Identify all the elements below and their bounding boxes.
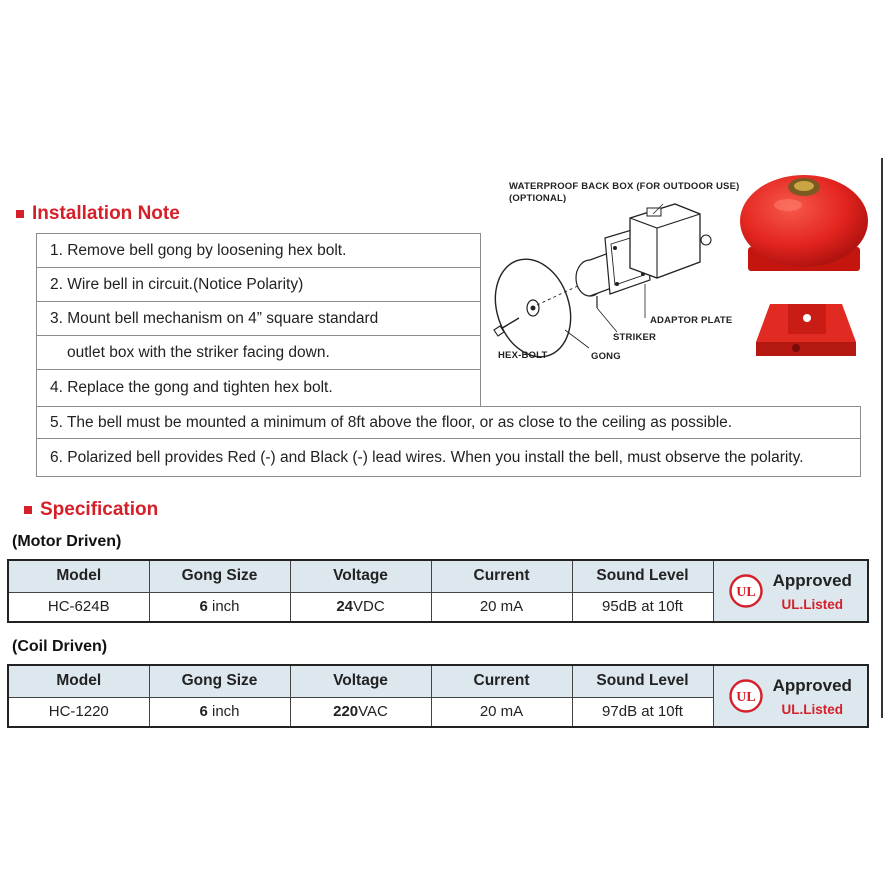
voltage-number: 220 <box>333 703 359 721</box>
voltage-value <box>290 592 431 622</box>
model-value: HC-1220 <box>8 697 149 727</box>
gong-size-unit: inch <box>207 598 240 616</box>
label-adaptor-plate: ADAPTOR PLATE <box>650 315 733 326</box>
motor-driven-table <box>7 559 869 623</box>
approved-text: Approved <box>772 675 852 695</box>
gong-size-number: 6 <box>199 598 208 616</box>
label-striker: STRIKER <box>613 332 657 343</box>
sound-level-value: 95dB at 10ft <box>572 592 713 622</box>
install-step-1: 1. Remove bell gong by loosening hex bolt. <box>36 233 481 268</box>
label-optional: (OPTIONAL) <box>509 193 567 204</box>
model-value: HC-624B <box>8 592 149 622</box>
install-step-4: 4. Replace the gong and tighten hex bolt. <box>36 369 481 407</box>
gong-size-value <box>149 592 290 622</box>
page-edge-line <box>881 158 883 718</box>
label-gong: GONG <box>591 351 621 362</box>
label-hex-bolt: HEX-BOLT <box>498 350 548 361</box>
current-value: 20 mA <box>431 697 572 727</box>
voltage-unit: VDC <box>353 598 385 616</box>
ul-listed-text: UL.Listed <box>781 701 843 717</box>
col-current: Current <box>431 560 572 592</box>
col-model: Model <box>8 665 149 697</box>
install-step-3: 3. Mount bell mechanism on 4” square standard <box>36 301 481 336</box>
title-bullet-icon <box>16 210 24 218</box>
motor-driven-label: (Motor Driven) <box>12 533 122 550</box>
col-model: Model <box>8 560 149 592</box>
install-step-3-continued: outlet box with the striker facing down. <box>36 335 481 370</box>
bell-photo <box>736 165 872 277</box>
gong-size-value <box>149 697 290 727</box>
ul-approval-cell <box>713 560 868 622</box>
ul-approval-cell <box>713 665 868 727</box>
gong-size-number: 6 <box>199 703 208 721</box>
ul-logo-text: UL <box>735 690 756 705</box>
col-sound-level: Sound Level <box>572 560 713 592</box>
install-step-6: 6. Polarized bell provides Red (-) and Black (-) lead wires. When you install the bell, must observe the polarity. <box>36 438 861 477</box>
col-gong-size: Gong Size <box>149 560 290 592</box>
ul-logo-text: UL <box>735 585 756 600</box>
voltage-number: 24 <box>336 598 353 616</box>
specification-heading: Specification <box>40 499 159 520</box>
col-sound-level: Sound Level <box>572 665 713 697</box>
specification-title <box>24 499 158 521</box>
ul-listed-text: UL.Listed <box>781 596 843 612</box>
gong-size-unit: inch <box>207 703 240 721</box>
install-step-2: 2. Wire bell in circuit.(Notice Polarity) <box>36 267 481 302</box>
coil-driven-label: (Coil Driven) <box>12 638 108 655</box>
voltage-unit: VAC <box>358 703 388 721</box>
ul-logo-icon <box>729 679 763 713</box>
backbox-photo <box>752 298 860 368</box>
install-step-5: 5. The bell must be mounted a minimum of 8ft above the floor, or as close to the ceiling as possible. <box>36 406 861 439</box>
installation-note-title <box>16 203 180 225</box>
col-voltage: Voltage <box>290 560 431 592</box>
title-bullet-icon <box>24 506 32 514</box>
col-voltage: Voltage <box>290 665 431 697</box>
approved-text: Approved <box>772 570 852 590</box>
coil-driven-table <box>7 664 869 728</box>
ul-logo-icon <box>729 574 763 608</box>
col-current: Current <box>431 665 572 697</box>
installation-note-heading: Installation Note <box>32 203 180 224</box>
voltage-value <box>290 697 431 727</box>
sound-level-value: 97dB at 10ft <box>572 697 713 727</box>
label-back-box: WATERPROOF BACK BOX (FOR OUTDOOR USE) <box>509 181 740 192</box>
current-value: 20 mA <box>431 592 572 622</box>
col-gong-size: Gong Size <box>149 665 290 697</box>
